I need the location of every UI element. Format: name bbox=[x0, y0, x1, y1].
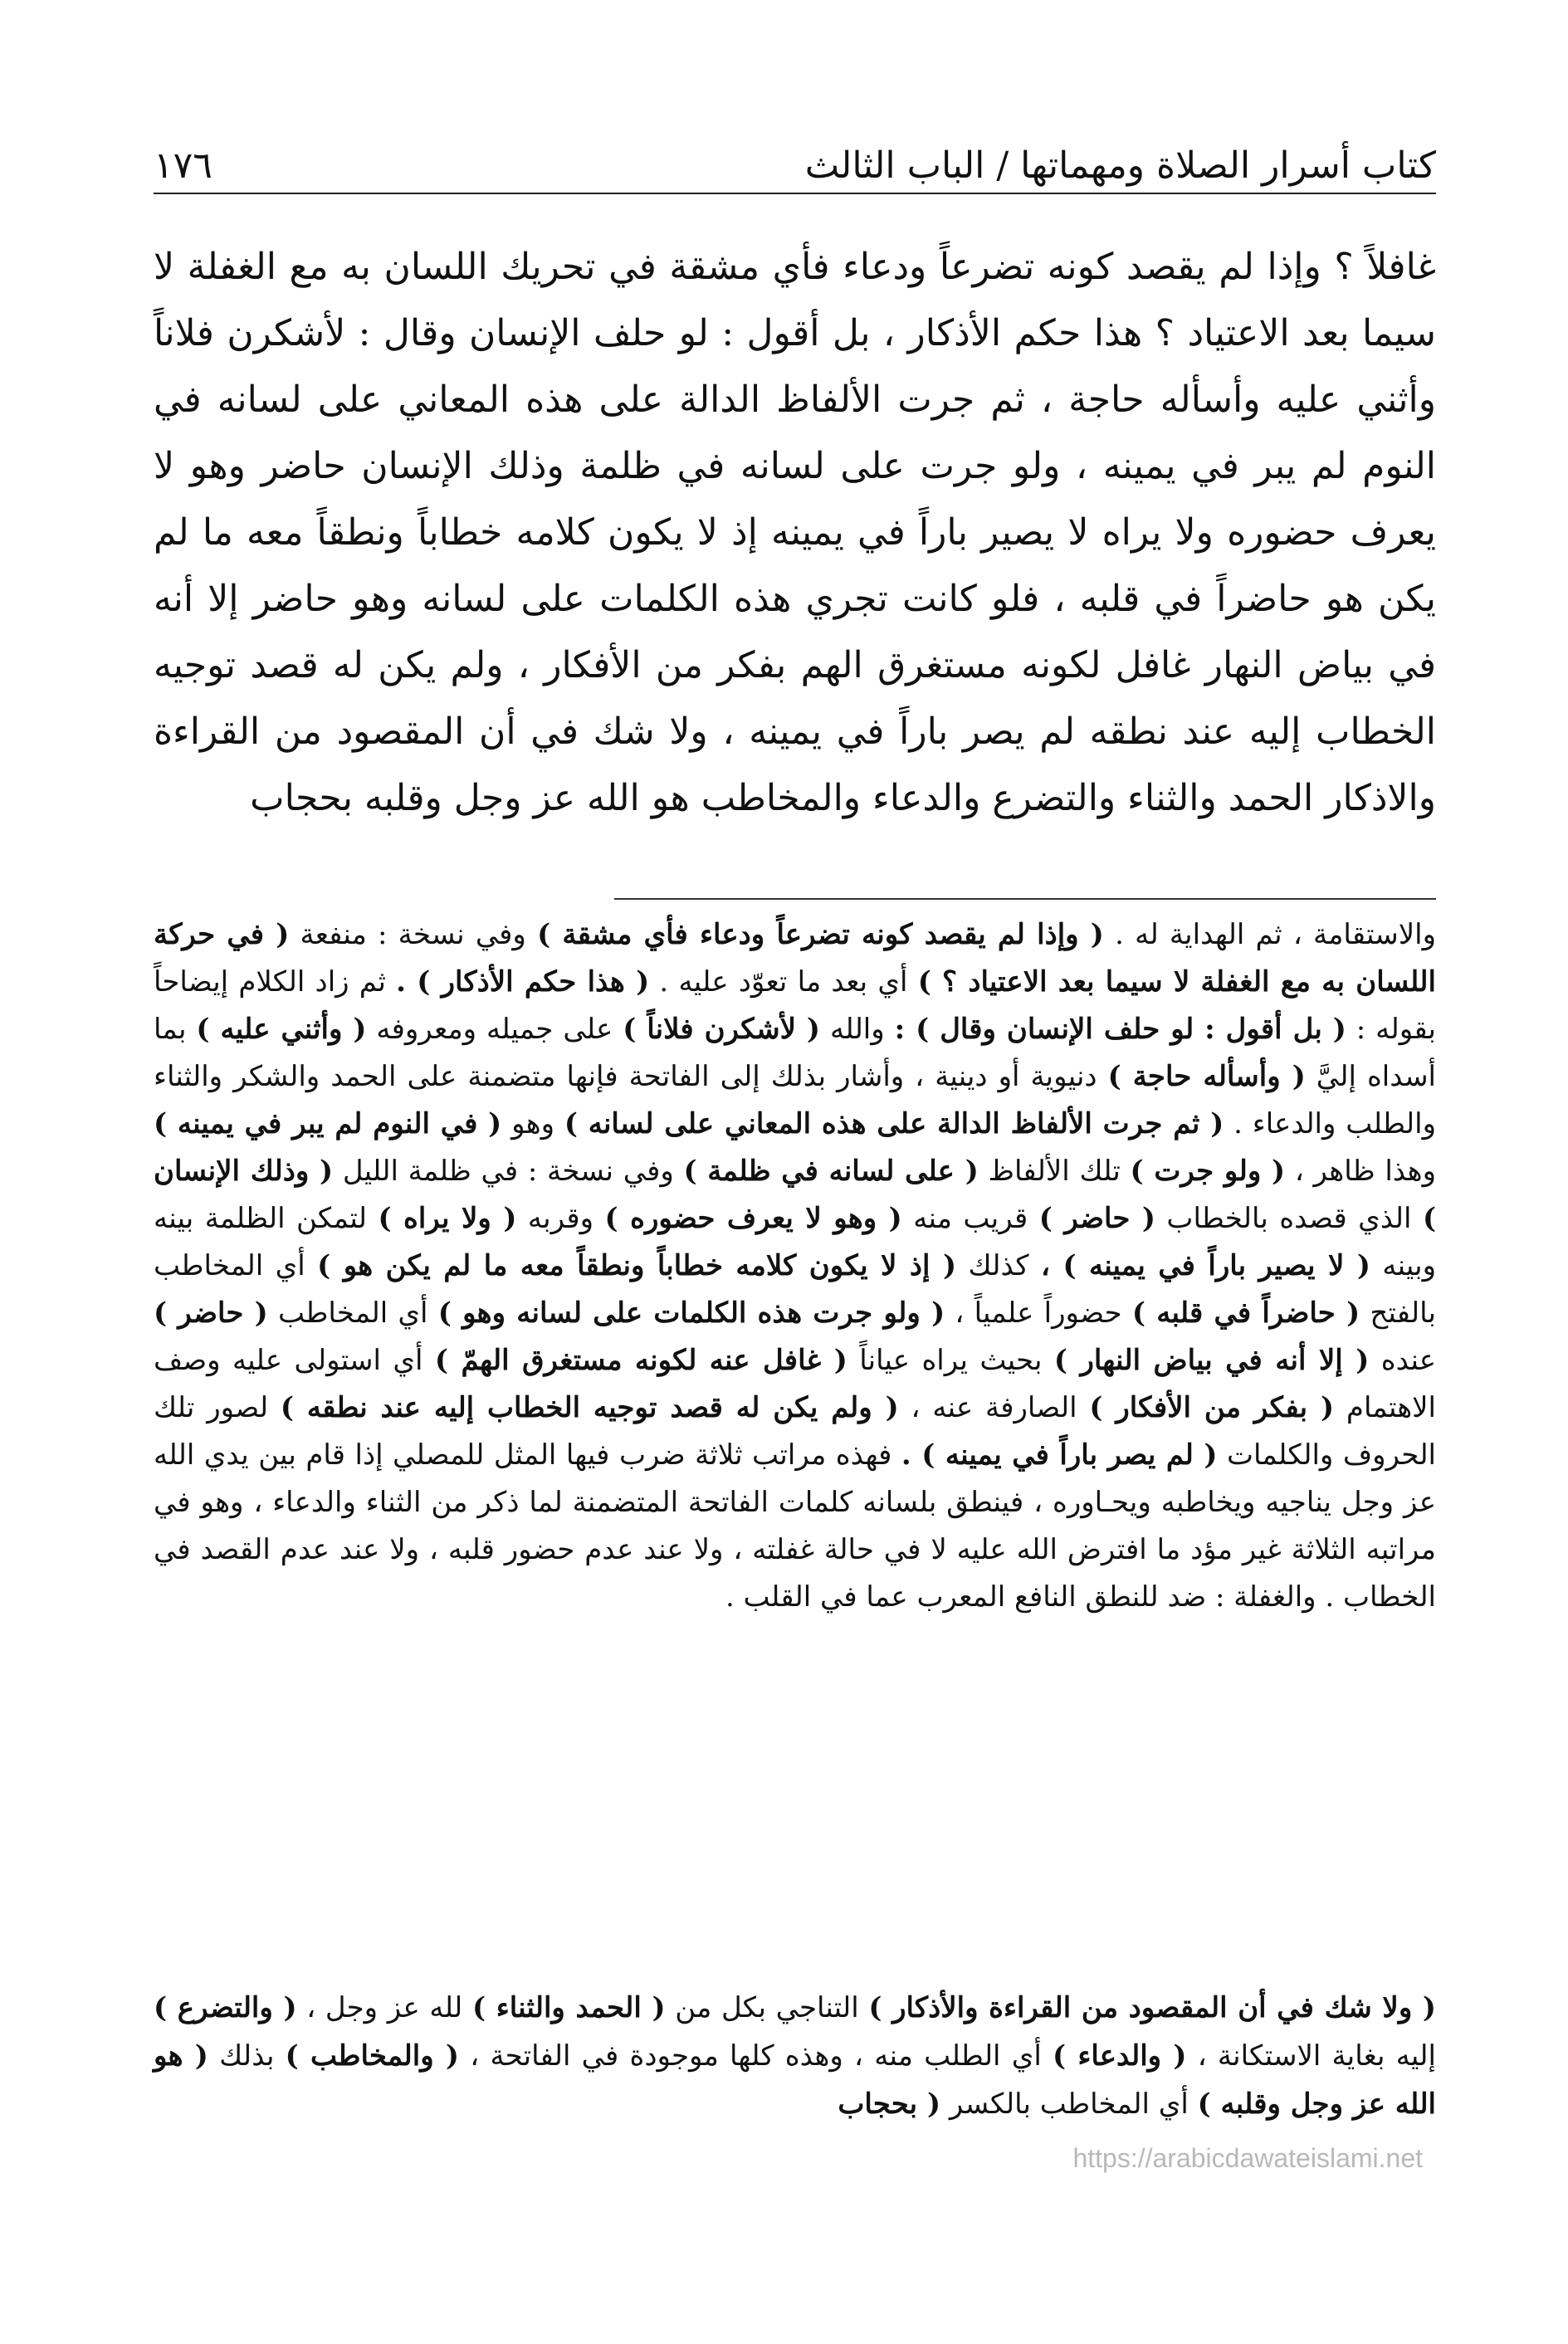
page-number: ١٧٦ bbox=[154, 144, 212, 187]
quoted-matn-segment: ( وإذا لم يقصد كونه تضرعاً ودعاء فأي مشقة ) bbox=[537, 918, 1104, 951]
commentary-segment: والاستقامة ، ثم الهداية له . bbox=[1103, 918, 1436, 951]
commentary-block-2 bbox=[154, 1984, 1436, 2128]
commentary-segment: والله bbox=[820, 1013, 895, 1046]
quoted-matn-segment: ( والمخاطب ) bbox=[285, 2039, 459, 2073]
commentary-segment: أي استولى عليه وصف الاهتمام bbox=[154, 1344, 1436, 1424]
main-paragraph: غافلاً ؟ وإذا لم يقصد كونه تضرعاً ودعاء فأي مشقة في تحريك اللسان به مع الغفلة لا سيما بعد الاعتياد ؟ هذا حكم الأذكار ، بل أقول : لو حلف الإنسان وقال : لأشكرن فلاناً وأثني عليه وأسأله حاجة ، ثم جرت الألفاظ الدالة على هذه المعاني على لسانه في النوم لم يبر في يمينه ، ولو جرت على لسانه في ظلمة وذلك الإنسان حاضر وهو لا يعرف حضوره ولا يراه لا يصير باراً في يمينه إذ لا يكون كلامه خطاباً ونطقاً معه ما لم يكن هو حاضراً في قلبه ، فلو كانت تجري هذه الكلمات على لسانه وهو حاضر إلا أنه في بياض النهار غافل لكونه مستغرق الهم بفكر من الأفكار ، ولم يكن له قصد توجيه الخطاب إليه عند نطقه لم يصر باراً في يمينه ، ولا شك في أن المقصود من القراءة والاذكار الحمد والثناء والتضرع والدعاء والمخاطب هو الله عز وجل وقلبه بحجاب bbox=[154, 246, 1436, 819]
commentary-segment: التناجي بكل من bbox=[665, 1991, 869, 2024]
quoted-matn-segment: ( في النوم لم يبر في يمينه ) bbox=[154, 1107, 502, 1140]
quoted-matn-segment: ( ولم يكن له قصد توجيه الخطاب إليه عند نطقه ) bbox=[280, 1391, 899, 1424]
quoted-matn-segment: ( لا يصير باراً في يمينه ) ، bbox=[1041, 1249, 1370, 1282]
quoted-matn-segment: ( ولا يراه ) bbox=[378, 1202, 517, 1235]
quoted-matn-segment: ( والتضرع ) bbox=[154, 1991, 297, 2024]
commentary-paragraph-1 bbox=[154, 911, 1436, 1621]
commentary-segment: فهذه مراتب ثلاثة ضرب فيها المثل للمصلي إذا قام بين يدي الله عز وجل يناجيه ويخاطبه ويحـاوره ، فينطق بلسانه كلمات الفاتحة المتضمنة لما ذكر من الثناء والدعاء ، وهو في مراتبه الثلاثة غير مؤد ما افترض الله عليه لا في حالة غفلته ، ولا عند عدم حضور قلبه ، ولا عند عدم القصد في الخطاب . والغفلة : ضد للنطق النافع المعرب عما في القلب . bbox=[154, 1438, 1436, 1614]
quoted-matn-segment: ( حاضر ) bbox=[154, 1297, 268, 1330]
commentary-segment: لتمكن الظلمة بينه وبينه bbox=[154, 1202, 1437, 1282]
watermark-url: https://arabicdawateislami.net bbox=[1072, 2143, 1423, 2173]
quoted-matn-segment: ( الحمد والثناء ) bbox=[471, 1991, 666, 2024]
main-text-block bbox=[154, 234, 1436, 832]
quoted-matn-segment: ( وهو لا يعرف حضوره ) bbox=[604, 1202, 902, 1235]
commentary-segment: وهذا ظاهر ، bbox=[1285, 1155, 1436, 1188]
quoted-matn-segment: ( بحجاب bbox=[838, 2088, 941, 2121]
commentary-segment: وفي نسخة : منفعة bbox=[289, 918, 538, 951]
commentary-segment: دنيوية أو دينية ، وأشار بذلك إلى الفاتحة فإنها متضمنة على الحمد والشكر والثناء والطلب والدعاء . bbox=[154, 1060, 1436, 1140]
commentary-segment: على جميله ومعروفه bbox=[366, 1013, 623, 1046]
commentary-segment: لصور تلك الحروف والكلمات bbox=[154, 1391, 1437, 1472]
quoted-matn-segment: ( وأسأله حاجة ) bbox=[1107, 1060, 1306, 1093]
commentary-segment: أي الطلب منه ، وهذه كلها موجودة في الفاتحة ، bbox=[459, 2039, 1053, 2073]
commentary-segment: كذلك bbox=[956, 1249, 1041, 1282]
commentary-segment: قريب منه bbox=[901, 1202, 1039, 1235]
quoted-matn-segment: ( ولو جرت هذه الكلمات على لسانه وهو ) bbox=[437, 1297, 945, 1330]
commentary-segment: وفي نسخة : في ظلمة الليل bbox=[333, 1155, 684, 1188]
quoted-matn-segment: ( وأثني عليه ) bbox=[196, 1013, 367, 1046]
quoted-matn-segment: ( بل أقول : لو حلف الإنسان وقال ) : bbox=[894, 1013, 1346, 1046]
quoted-matn-segment: ( غافل عنه لكونه مستغرق الهمّ ) bbox=[434, 1344, 848, 1377]
commentary-segment: وهو bbox=[501, 1107, 564, 1140]
quoted-matn-segment: ( بفكر من الأفكار ) bbox=[1089, 1391, 1335, 1424]
commentary-segment: بذلك bbox=[208, 2039, 286, 2073]
commentary-segment: لله عز وجل ، bbox=[296, 1991, 472, 2024]
commentary-segment: أي بعد ما تعوّد عليه . bbox=[649, 965, 918, 999]
quoted-matn-segment: ( وذلك الإنسان ) bbox=[154, 1155, 1437, 1235]
commentary-segment: بما أسداه إليَّ bbox=[154, 1013, 1437, 1093]
quoted-matn-segment: ( ثم جرت الألفاظ الدالة على هذه المعاني على لسانه ) bbox=[564, 1107, 1224, 1140]
quoted-matn-segment: ( في حركة اللسان به مع الغفلة لا سيما بعد الاعتياد ؟ ) bbox=[154, 918, 1436, 999]
quoted-matn-segment: ( ولا شك في أن المقصود من القراءة والأذكار ) bbox=[868, 1991, 1437, 2024]
commentary-segment: الصارفة عنه ، bbox=[898, 1391, 1090, 1424]
commentary-paragraph-2 bbox=[154, 1984, 1436, 2128]
commentary-segment: عنده bbox=[1369, 1344, 1436, 1377]
quoted-matn-segment: ( هذا حكم الأذكار ) . bbox=[396, 965, 650, 999]
quoted-matn-segment: ( على لسانه في ظلمة ) bbox=[683, 1155, 979, 1188]
commentary-segment: أي المخاطب بالكسر bbox=[940, 2088, 1198, 2121]
commentary-segment: أي المخاطب بالفتح bbox=[154, 1249, 1436, 1330]
quoted-matn-segment: ( لم يصر باراً في يمينه ) . bbox=[901, 1438, 1218, 1472]
quoted-matn-segment: ( إلا أنه في بياض النهار ) bbox=[1053, 1344, 1370, 1377]
quoted-matn-segment: ( حاضر ) bbox=[1038, 1202, 1155, 1235]
commentary-segment: ثم زاد الكلام إيضاحاً بقوله : bbox=[154, 965, 1437, 1046]
footnote-separator bbox=[614, 898, 1436, 900]
header-rule bbox=[154, 193, 1436, 194]
commentary-segment: الذي قصده بالخطاب bbox=[1155, 1202, 1423, 1235]
running-header bbox=[154, 141, 1436, 191]
quoted-matn-segment: ( هو الله عز وجل وقلبه ) bbox=[154, 2039, 1436, 2121]
commentary-segment: وقربه bbox=[516, 1202, 605, 1235]
quoted-matn-segment: ( إذ لا يكون كلامه خطاباً ونطقاً معه ما لم يكن هو ) bbox=[317, 1249, 957, 1282]
quoted-matn-segment: ( والدعاء ) bbox=[1053, 2039, 1187, 2073]
commentary-segment: تلك الألفاظ bbox=[978, 1155, 1131, 1188]
commentary-block-1 bbox=[154, 911, 1436, 1621]
quoted-matn-segment: ( ولو جرت ) bbox=[1130, 1155, 1286, 1188]
commentary-segment: أي المخاطب bbox=[267, 1297, 438, 1330]
commentary-segment: حضوراً علمياً ، bbox=[945, 1297, 1132, 1330]
commentary-segment: إليه بغاية الاستكانة ، bbox=[1186, 2039, 1436, 2073]
quoted-matn-segment: ( لأشكرن فلاناً ) bbox=[623, 1013, 821, 1046]
chapter-title: كتاب أسرار الصلاة ومهماتها / الباب الثالث bbox=[804, 144, 1436, 187]
commentary-segment: بحيث يراه عياناً bbox=[847, 1344, 1054, 1377]
quoted-matn-segment: ( حاضراً في قلبه ) bbox=[1131, 1297, 1360, 1330]
